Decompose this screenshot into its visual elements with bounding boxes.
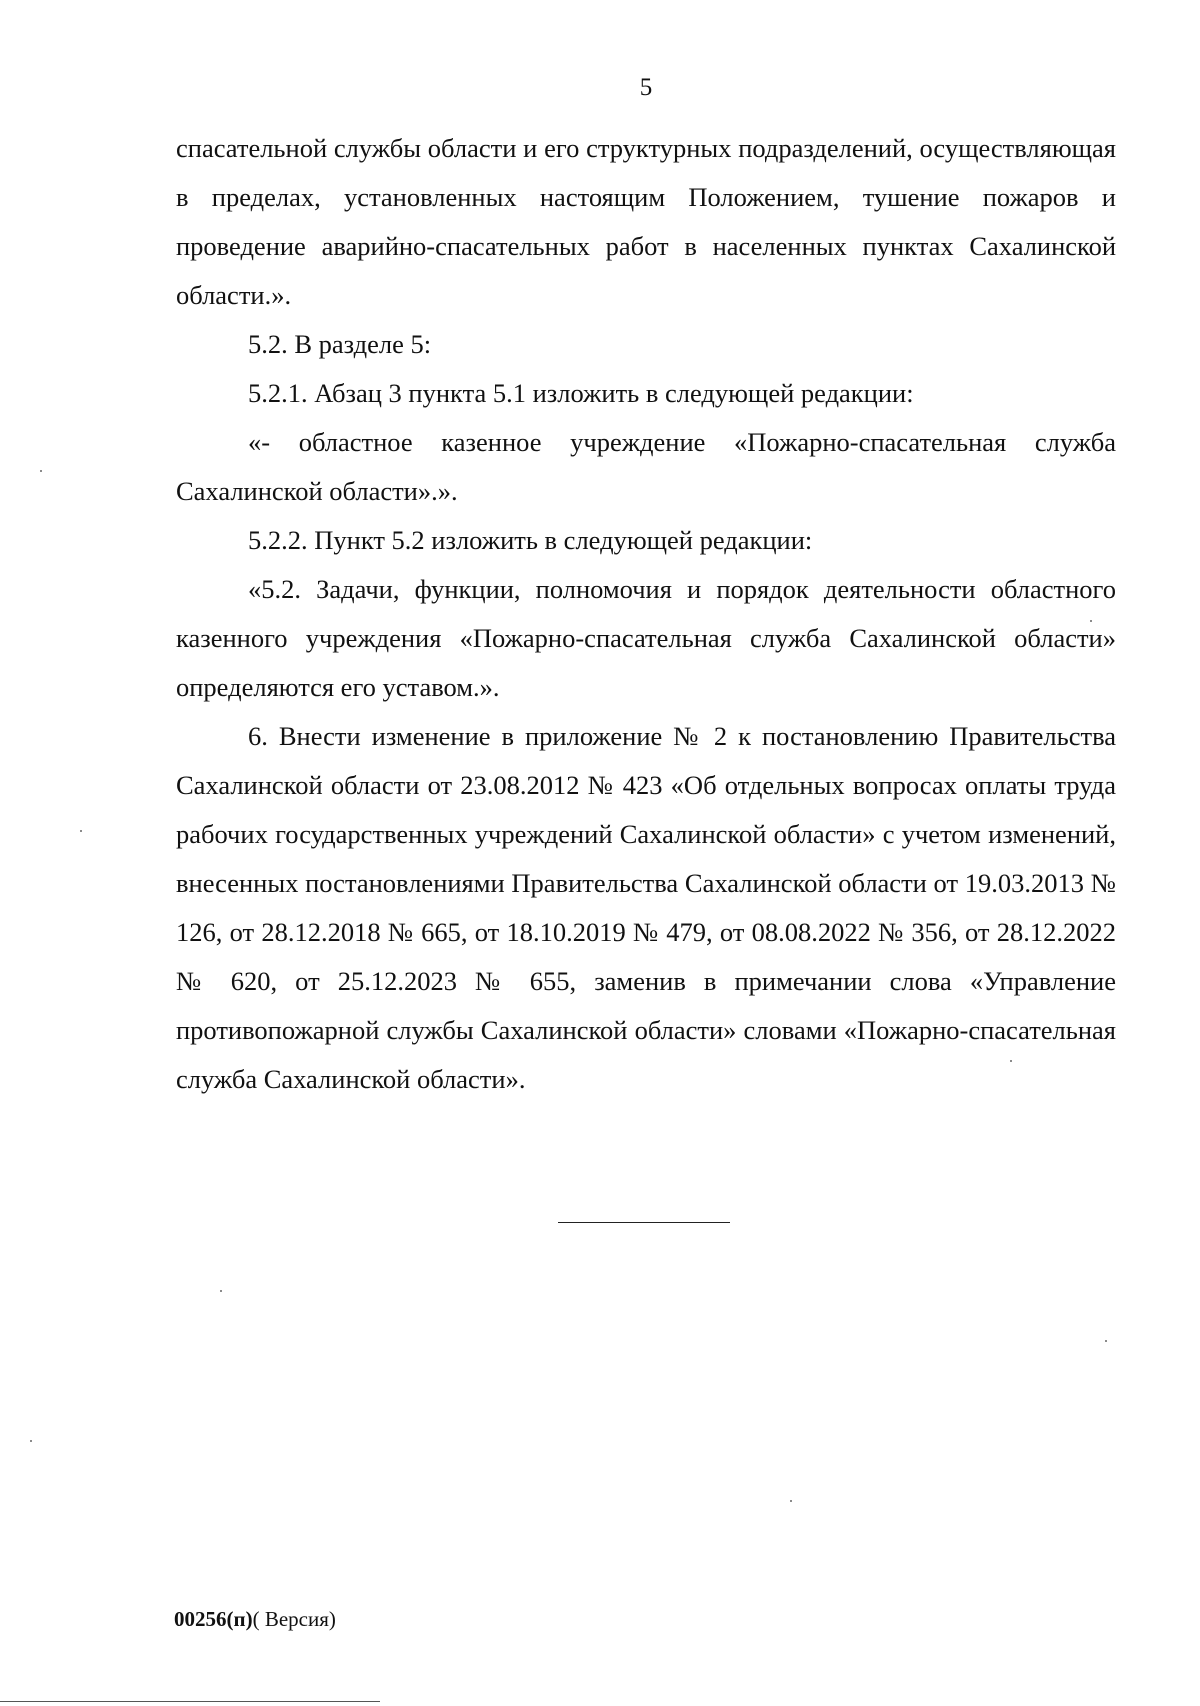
paragraph-continuation: спасательной службы области и его структурных подразделений, осуществляющая в пределах, установленных настоящим Положением, тушение пожаров и проведение аварийно-спасательных работ в населенных пунктах Сахалинской области.». [176, 133, 1116, 310]
scan-edge-line [0, 1701, 380, 1702]
scan-speck [220, 1290, 222, 1292]
scan-speck [1105, 1340, 1107, 1342]
scan-speck [80, 830, 82, 832]
scan-speck [30, 1440, 32, 1442]
closing-separator-line [558, 1222, 730, 1223]
paragraph-item-6: 6. Внести изменение в приложение № 2 к постановлению Правительства Сахалинской области от 23.08.2012 № 423 «Об отдельных вопросах оплаты труда рабочих государственных учреждений Сахалинской области» с учетом изменений, внесенных постановлениями Правительства Сахалинской области от 19.03.2013 № 126, от 28.12.2018 № 665, от 18.10.2019 № 479, от 08.08.2022 № 356, от 28.12.2022 № 620, от 25.12.2023 № 655, заменив в примечании слова «Управление противопожарной службы Сахалинской области» словами «Пожарно-спасательная служба Сахалинской области». [176, 721, 1116, 1094]
document-body [176, 124, 1116, 1104]
scan-speck [1010, 1060, 1012, 1062]
footer-document-code [174, 1607, 336, 1632]
paragraph-5-2-2-quote: «5.2. Задачи, функции, полномочия и порядок деятельности областного казенного учреждения «Пожарно-спасательная служба Сахалинской области» определяются его уставом.». [176, 574, 1116, 702]
paragraph-5-2-2: 5.2.2. Пункт 5.2 изложить в следующей редакции: [248, 525, 813, 555]
scan-speck [790, 1500, 792, 1502]
footer-version-label: ( Версия) [252, 1607, 336, 1631]
paragraph-5-2-1: 5.2.1. Абзац 3 пункта 5.1 изложить в следующей редакции: [248, 378, 914, 408]
paragraph-section-5-2: 5.2. В разделе 5: [248, 329, 432, 359]
scan-speck [40, 470, 42, 472]
paragraph-5-2-1-quote: «- областное казенное учреждение «Пожарно-спасательная служба Сахалинской области».». [176, 427, 1116, 506]
footer-code-number: 00256(п) [174, 1607, 253, 1631]
scan-speck [1090, 620, 1092, 622]
page-number: 5 [639, 74, 653, 101]
